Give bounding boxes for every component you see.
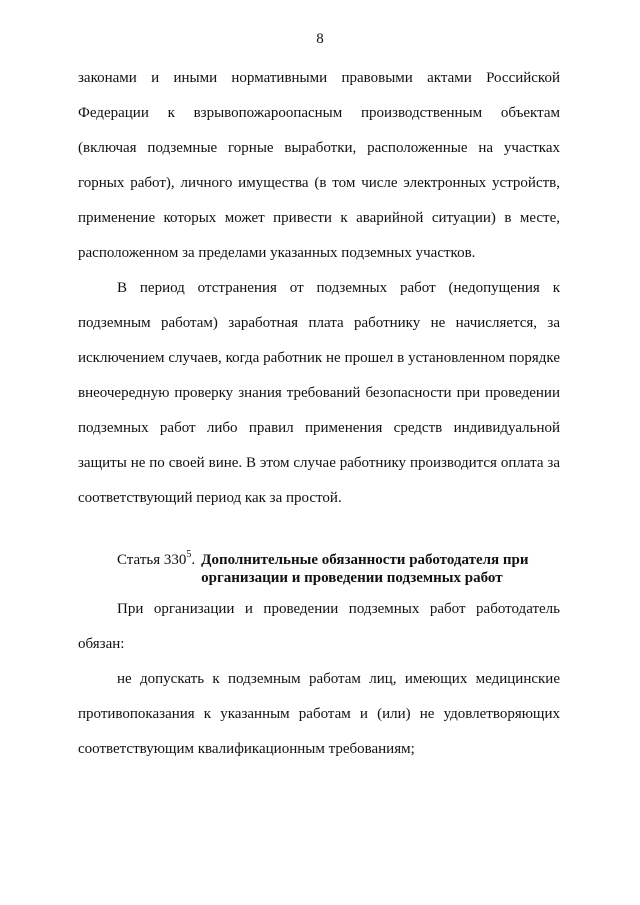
text-line: В период отстранения от подземных работ (недопущения к: [117, 280, 560, 296]
text-line: (включая подземные горные выработки, расположенные на участках: [78, 140, 560, 156]
article-title-line: Дополнительные обязанности работодателя при: [201, 552, 529, 568]
text-line: не допускать к подземным работам лиц, имеющих медицинские: [117, 671, 560, 687]
text-line: подземных работ либо правил применения средств индивидуальной: [78, 420, 560, 436]
text-line: обязан:: [78, 636, 125, 652]
article-title: [201, 551, 528, 587]
article-number: [117, 551, 195, 569]
article-title-line: организации и проведении подземных работ: [201, 570, 503, 586]
text-line: горных работ), личного имущества (в том числе электронных устройств,: [78, 175, 560, 191]
text-line: исключением случаев, когда работник не прошел в установленном порядке: [78, 350, 560, 366]
text-line: При организации и проведении подземных работ работодатель: [117, 601, 560, 617]
article-label: Статья 330: [117, 552, 187, 568]
text-line: подземным работам) заработная плата работнику не начисляется, за: [78, 315, 560, 331]
text-line: защиты не по своей вине. В этом случае работнику производится оплата за: [78, 455, 560, 471]
text-line: внеочередную проверку знания требований безопасности при проведении: [78, 385, 560, 401]
page-number: 8: [316, 31, 324, 47]
article-heading: [117, 551, 529, 587]
text-line: Федерации к взрывопожароопасным производственным объектам: [78, 105, 560, 121]
article-number-dot: .: [191, 552, 196, 568]
text-line: соответствующим квалификационным требованиям;: [78, 741, 415, 757]
text-line: противопоказания к указанным работам и (или) не удовлетворяющих: [78, 706, 560, 722]
text-line: применение которых может привести к аварийной ситуации) в месте,: [78, 210, 560, 226]
text-line: расположенном за пределами указанных подземных участков.: [78, 245, 476, 261]
article-superscript: 5: [186, 549, 192, 560]
text-line: соответствующий период как за простой.: [78, 490, 342, 506]
text-line: законами и иными нормативными правовыми актами Российской: [78, 70, 560, 86]
